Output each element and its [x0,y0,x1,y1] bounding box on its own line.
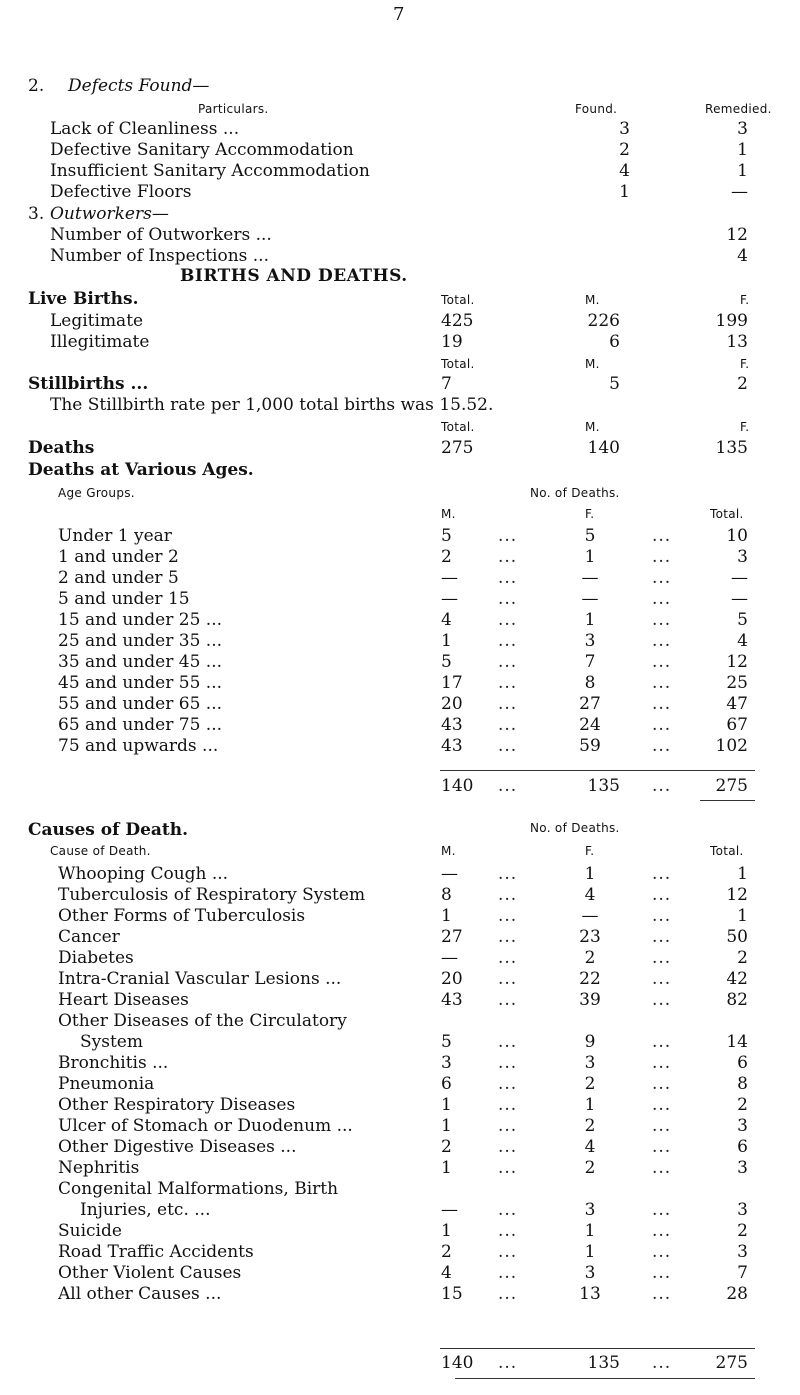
leader-dots: ... [652,1242,672,1262]
age-row-m: — [441,589,458,609]
cause-row-label: Cancer [58,927,120,947]
leader-dots: ... [498,1284,518,1304]
defects-row-found: 3 [619,119,630,139]
cause-row-total: 14 [726,1032,748,1052]
leader-dots: ... [498,736,518,756]
outworkers-row-label: Number of Outworkers ... [50,225,272,245]
cause-row-total: 28 [726,1284,748,1304]
leader-dots: ... [652,736,672,756]
cause-row-m: 43 [441,990,463,1010]
cause-row-f: — [581,906,599,926]
cause-col-f: F. [585,844,595,858]
stillbirths-label: Stillbirths ... [28,374,149,394]
cause-col-total: Total. [710,844,744,858]
stillbirths-m: 5 [609,374,620,394]
cause-row-f: 9 [584,1032,596,1052]
age-row-f: 3 [584,631,596,651]
age-row-label: 65 and under 75 ... [58,715,223,735]
age-row-total: 12 [726,652,748,672]
leader-dots: ... [498,694,518,714]
age-row-f: — [581,568,599,588]
live-births-col-total: Total. [441,293,475,307]
cause-total-f: 135 [587,1353,620,1373]
cause-row-m: 3 [441,1053,452,1073]
deaths-col-m: M. [585,420,600,434]
age-row-m: 43 [441,715,463,735]
live-births-row-total: 425 [441,311,474,331]
cause-row-total: 3 [737,1242,748,1262]
stillbirths-col-total: Total. [441,357,475,371]
leader-dots: ... [498,673,518,693]
leader-dots: ... [652,673,672,693]
cause-row-label: Nephritis [58,1158,140,1178]
defects-col-particulars: Particulars. [198,102,269,116]
cause-row-label: Pneumonia [58,1074,155,1094]
age-row-f: 27 [579,694,601,714]
live-births-row-label: Legitimate [50,311,144,331]
leader-dots: ... [498,1158,518,1178]
leader-dots: ... [652,1137,672,1157]
cause-row-f: 4 [584,1137,596,1157]
cause-row-f: 2 [584,1116,596,1136]
leader-dots: ... [498,1095,518,1115]
cause-row-m: 6 [441,1074,452,1094]
cause-row-total: 8 [737,1074,748,1094]
cause-col-cause: Cause of Death. [50,844,151,858]
leader-dots: ... [498,776,518,796]
cause-row-f: 39 [579,990,601,1010]
outworkers-row-label: Number of Inspections ... [50,246,269,266]
cause-row-m: — [441,1200,458,1220]
live-births-row-f: 13 [726,332,748,352]
age-row-label: 35 and under 45 ... [58,652,223,672]
age-row-label: 15 and under 25 ... [58,610,223,630]
cause-row-m: 2 [441,1242,452,1262]
age-row-label: 1 and under 2 [58,547,179,567]
age-row-total: 25 [726,673,748,693]
age-row-total: 10 [726,526,748,546]
live-births-row-f: 199 [715,311,748,331]
defects-row-found: 1 [619,182,630,202]
cause-row-label: Road Traffic Accidents [58,1242,254,1262]
age-row-total: 102 [715,736,748,756]
leader-dots: ... [652,1284,672,1304]
cause-col-no-of-deaths: No. of Deaths. [530,821,620,835]
age-col-total: Total. [710,507,744,521]
cause-row-m: 2 [441,1137,452,1157]
cause-row-label: Congenital Malformations, Birth [58,1179,339,1199]
cause-row-m: 1 [441,1095,452,1115]
leader-dots: ... [652,1116,672,1136]
leader-dots: ... [498,864,518,884]
age-row-label: Under 1 year [58,526,172,546]
defects-col-found: Found. [575,102,618,116]
leader-dots: ... [652,885,672,905]
cause-row-total: 3 [737,1200,748,1220]
deaths-total: 275 [441,438,474,458]
deaths-col-f: F. [740,420,750,434]
leader-dots: ... [652,652,672,672]
leader-dots: ... [652,715,672,735]
defects-row-label: Defective Floors [50,182,192,202]
cause-row-m: 1 [441,1158,452,1178]
cause-row-label: All other Causes ... [58,1284,222,1304]
leader-dots: ... [652,906,672,926]
cause-row-total: 1 [737,906,748,926]
cause-row-label-cont: Injuries, etc. ... [80,1200,211,1220]
age-row-f: 5 [584,526,596,546]
cause-row-label: Other Violent Causes [58,1263,242,1283]
leader-dots: ... [652,1074,672,1094]
age-row-m: 20 [441,694,463,714]
age-row-total: 5 [737,610,748,630]
deaths-label: Deaths [28,438,95,458]
leader-dots: ... [498,1221,518,1241]
leader-dots: ... [652,864,672,884]
age-col-m: M. [441,507,456,521]
cause-row-total: 2 [737,1095,748,1115]
leader-dots: ... [652,1353,672,1373]
cause-row-label: Ulcer of Stomach or Duodenum ... [58,1116,353,1136]
cause-row-f: 22 [579,969,601,989]
leader-dots: ... [498,1200,518,1220]
age-row-label: 45 and under 55 ... [58,673,223,693]
live-births-row-m: 6 [609,332,620,352]
age-row-total: 67 [726,715,748,735]
leader-dots: ... [652,1053,672,1073]
cause-row-total: 42 [726,969,748,989]
cause-row-m: — [441,948,458,968]
defects-heading-number: 2. [28,76,45,96]
leader-dots: ... [652,547,672,567]
live-births-label: Live Births. [28,289,139,309]
cause-total-total: 275 [715,1353,748,1373]
age-row-f: 7 [584,652,596,672]
stillbirths-f: 2 [737,374,748,394]
leader-dots: ... [652,1221,672,1241]
cause-row-label-cont: System [80,1032,143,1052]
age-row-m: 5 [441,526,452,546]
age-row-f: — [581,589,599,609]
defects-row-label: Lack of Cleanliness ... [50,119,240,139]
age-table-title: Deaths at Various Ages. [28,460,254,480]
cause-row-f: 3 [584,1053,596,1073]
cause-row-total: 12 [726,885,748,905]
age-row-total: — [731,568,748,588]
leader-dots: ... [652,610,672,630]
cause-row-m: 1 [441,1116,452,1136]
defects-row-found: 2 [619,140,630,160]
leader-dots: ... [498,1263,518,1283]
cause-row-f: 23 [579,927,601,947]
leader-dots: ... [498,1032,518,1052]
leader-dots: ... [652,1032,672,1052]
outworkers-heading: Outworkers— [50,204,169,224]
cause-row-f: 2 [584,948,596,968]
stillbirths-total: 7 [441,374,452,394]
deaths-f: 135 [715,438,748,458]
live-births-col-f: F. [740,293,750,307]
cause-row-label: Other Forms of Tuberculosis [58,906,306,926]
leader-dots: ... [498,526,518,546]
cause-row-f: 3 [584,1263,596,1283]
leader-dots: ... [498,1137,518,1157]
leader-dots: ... [498,948,518,968]
outworkers-heading-number: 3. [28,204,45,224]
leader-dots: ... [652,526,672,546]
cause-total-underline [455,1378,755,1379]
age-col-group: Age Groups. [58,486,135,500]
leader-dots: ... [498,1353,518,1373]
age-col-f: F. [585,507,595,521]
cause-row-f: 3 [584,1200,596,1220]
cause-row-total: 50 [726,927,748,947]
defects-row-remedied: — [731,182,748,202]
age-row-total: 4 [737,631,748,651]
defects-col-remedied: Remedied. [705,102,772,116]
leader-dots: ... [652,990,672,1010]
cause-row-f: 2 [584,1074,596,1094]
age-total-m: 140 [441,776,474,796]
outworkers-row-value: 4 [737,246,748,266]
cause-row-f: 4 [584,885,596,905]
leader-dots: ... [652,948,672,968]
deaths-col-total: Total. [441,420,475,434]
cause-row-m: 8 [441,885,452,905]
live-births-col-m: M. [585,293,600,307]
age-total-rule [440,770,755,771]
leader-dots: ... [498,969,518,989]
cause-row-total: 2 [737,1221,748,1241]
cause-table-title: Causes of Death. [28,820,189,840]
leader-dots: ... [652,589,672,609]
cause-row-m: 1 [441,1221,452,1241]
cause-row-label: Other Respiratory Diseases [58,1095,296,1115]
leader-dots: ... [498,547,518,567]
leader-dots: ... [498,631,518,651]
cause-row-m: 1 [441,906,452,926]
age-total-f: 135 [587,776,620,796]
cause-row-label: Heart Diseases [58,990,189,1010]
cause-row-f: 13 [579,1284,601,1304]
cause-row-label: Whooping Cough ... [58,864,229,884]
cause-row-m: — [441,864,458,884]
leader-dots: ... [498,990,518,1010]
cause-row-label: Suicide [58,1221,122,1241]
leader-dots: ... [652,1095,672,1115]
age-row-m: 17 [441,673,463,693]
leader-dots: ... [652,927,672,947]
stillbirths-col-f: F. [740,357,750,371]
defects-row-label: Insufficient Sanitary Accommodation [50,161,370,181]
cause-row-label: Other Digestive Diseases ... [58,1137,297,1157]
leader-dots: ... [652,631,672,651]
age-row-f: 1 [584,610,596,630]
live-births-row-m: 226 [587,311,620,331]
age-row-f: 1 [584,547,596,567]
leader-dots: ... [652,1158,672,1178]
cause-row-f: 1 [584,1095,596,1115]
cause-row-label: Intra-Cranial Vascular Lesions ... [58,969,342,989]
cause-row-m: 15 [441,1284,463,1304]
leader-dots: ... [498,589,518,609]
age-row-m: — [441,568,458,588]
cause-row-total: 6 [737,1053,748,1073]
live-births-row-total: 19 [441,332,463,352]
page-number: 7 [393,4,405,25]
age-row-total: 3 [737,547,748,567]
leader-dots: ... [652,1200,672,1220]
leader-dots: ... [498,1053,518,1073]
age-row-total: — [731,589,748,609]
cause-total-rule [440,1348,755,1349]
deaths-m: 140 [587,438,620,458]
leader-dots: ... [498,885,518,905]
cause-row-total: 1 [737,864,748,884]
leader-dots: ... [498,906,518,926]
age-row-m: 1 [441,631,452,651]
defects-row-remedied: 1 [737,161,748,181]
age-row-label: 2 and under 5 [58,568,179,588]
leader-dots: ... [498,1242,518,1262]
leader-dots: ... [652,776,672,796]
age-row-f: 59 [579,736,601,756]
cause-row-m: 4 [441,1263,452,1283]
cause-row-m: 27 [441,927,463,947]
cause-row-label: Tuberculosis of Respiratory System [58,885,366,905]
age-row-m: 43 [441,736,463,756]
age-row-m: 2 [441,547,452,567]
leader-dots: ... [498,568,518,588]
leader-dots: ... [498,610,518,630]
defects-row-remedied: 1 [737,140,748,160]
leader-dots: ... [498,715,518,735]
leader-dots: ... [652,969,672,989]
age-row-m: 4 [441,610,452,630]
age-total-underline [700,800,755,801]
cause-total-m: 140 [441,1353,474,1373]
cause-row-total: 2 [737,948,748,968]
live-births-row-label: Illegitimate [50,332,150,352]
defects-heading: Defects Found— [68,76,210,96]
cause-col-m: M. [441,844,456,858]
leader-dots: ... [498,1116,518,1136]
births-deaths-title: BIRTHS AND DEATHS. [180,266,408,286]
leader-dots: ... [498,927,518,947]
age-row-total: 47 [726,694,748,714]
cause-row-total: 3 [737,1116,748,1136]
age-col-no-of-deaths: No. of Deaths. [530,486,620,500]
outworkers-row-value: 12 [726,225,748,245]
age-row-label: 55 and under 65 ... [58,694,223,714]
defects-row-found: 4 [619,161,630,181]
cause-row-total: 3 [737,1158,748,1178]
stillbirth-rate-text: The Stillbirth rate per 1,000 total births was 15.52. [50,395,494,415]
age-row-f: 24 [579,715,601,735]
age-row-m: 5 [441,652,452,672]
leader-dots: ... [652,694,672,714]
leader-dots: ... [498,652,518,672]
cause-row-label: Bronchitis ... [58,1053,169,1073]
cause-row-total: 7 [737,1263,748,1283]
cause-row-m: 20 [441,969,463,989]
stillbirths-col-m: M. [585,357,600,371]
cause-row-label: Diabetes [58,948,134,968]
cause-row-label: Other Diseases of the Circulatory [58,1011,347,1031]
cause-row-f: 2 [584,1158,596,1178]
age-row-label: 25 and under 35 ... [58,631,223,651]
age-row-label: 5 and under 15 [58,589,190,609]
defects-row-remedied: 3 [737,119,748,139]
cause-row-f: 1 [584,864,596,884]
leader-dots: ... [652,568,672,588]
cause-row-total: 6 [737,1137,748,1157]
leader-dots: ... [652,1263,672,1283]
cause-row-total: 82 [726,990,748,1010]
age-row-label: 75 and upwards ... [58,736,219,756]
cause-row-f: 1 [584,1221,596,1241]
age-total-total: 275 [715,776,748,796]
cause-row-f: 1 [584,1242,596,1262]
age-row-f: 8 [584,673,596,693]
cause-row-m: 5 [441,1032,452,1052]
defects-row-label: Defective Sanitary Accommodation [50,140,354,160]
leader-dots: ... [498,1074,518,1094]
